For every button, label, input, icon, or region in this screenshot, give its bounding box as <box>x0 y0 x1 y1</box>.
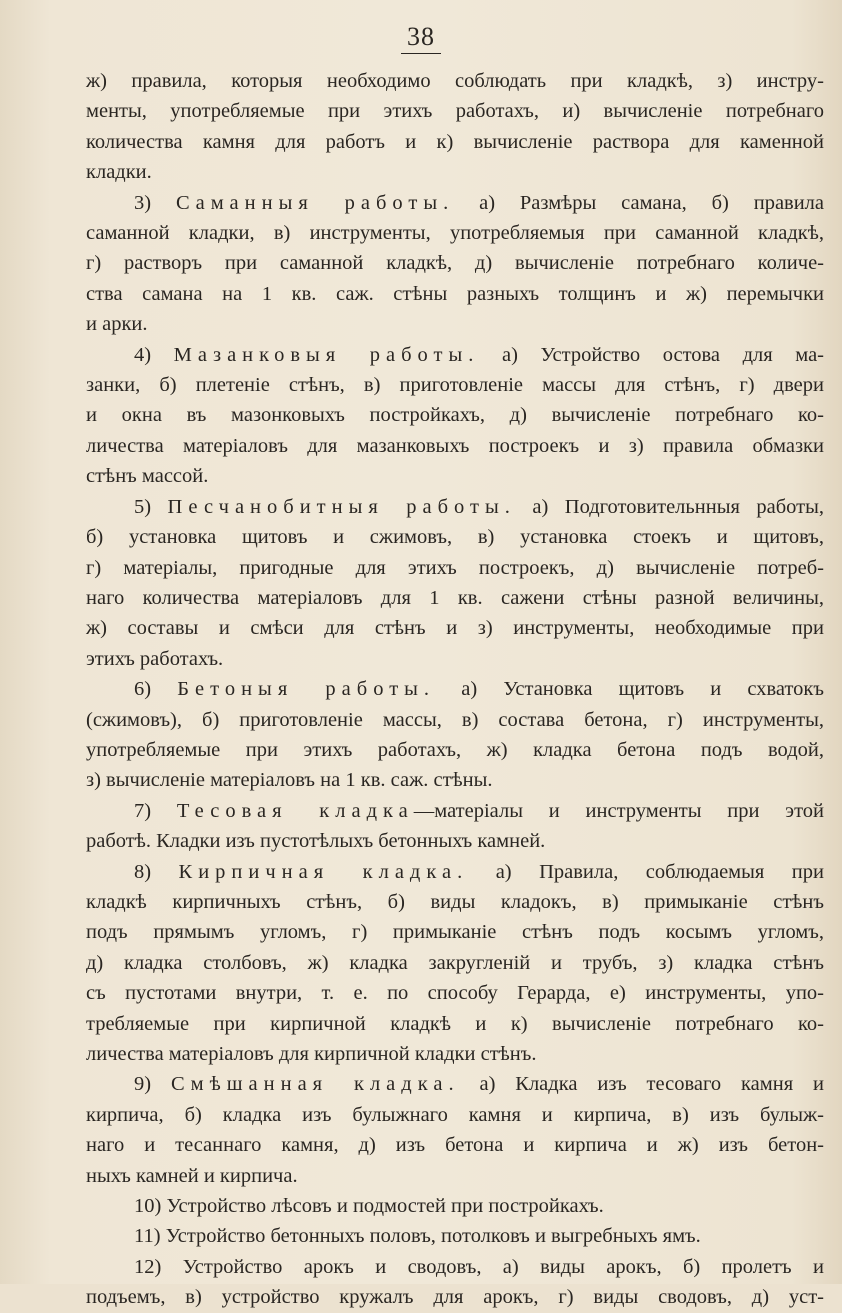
text-line: кирпича, б) кладка изъ булыжнаго камня и кирпича, в) изъ булыж- <box>86 1103 824 1126</box>
text-line: ж) составы и смѣси для стѣнъ и з) инструменты, необходимые при <box>86 617 824 640</box>
text-line: съ пустотами внутри, т. е. по способу Герарда, е) инструменты, упо- <box>86 982 824 1005</box>
text-line: г) растворъ при саманной кладкѣ, д) вычисленіе потребнаго количе- <box>86 252 824 275</box>
text-line: ства самана на 1 кв. саж. стѣны разныхъ толщинъ и ж) перемычки <box>86 282 824 305</box>
section-title: Смѣшанная кладка. <box>170 1073 460 1096</box>
text-line: занки, б) плетеніе стѣнъ, в) приготовленіе массы для стѣнъ, г) двери <box>86 374 824 397</box>
section-number: 9) <box>134 1073 152 1096</box>
text-line: кладкѣ кирпичныхъ стѣнъ, б) виды кладокъ, в) примыканіе стѣнъ <box>86 890 824 913</box>
section-heading-line <box>86 340 824 370</box>
section-heading-line <box>86 188 824 218</box>
text-line: д) кладка столбовъ, ж) кладка закругленій и трубъ, з) кладка стѣнъ <box>86 951 824 974</box>
section-heading-line <box>86 674 824 704</box>
text-line: личества матеріаловъ для кирпичной кладки стѣнъ. <box>86 1043 537 1065</box>
section-text: а) Подготовительнныя работы, <box>532 495 824 518</box>
page-number <box>0 22 842 54</box>
section-title: Песчанобитныя работы. <box>167 495 516 518</box>
text-line: ж) правила, которыя необходимо соблюдать при кладкѣ, з) инстру- <box>86 70 824 92</box>
text-line: стѣнъ массой. <box>86 465 209 488</box>
text-line: наго количества матеріаловъ для 1 кв. сажени стѣны разной величины, <box>86 586 824 609</box>
text-line: г) матеріалы, пригодные для этихъ построекъ, д) вычисленіе потреб- <box>86 556 824 579</box>
text-line: и арки. <box>86 313 148 336</box>
section-text: а) Правила, соблюдаемыя при <box>495 860 824 883</box>
section-title: Кирпичная кладка. <box>178 860 469 883</box>
text-line: подъемъ, в) устройство кружалъ для арокъ, г) виды сводовъ, д) уст- <box>86 1286 824 1309</box>
section-text: а) Устройство остова для ма- <box>501 343 825 366</box>
text-line: менты, употребляемые при этихъ работахъ, и) вычисленіе потребнаго <box>86 100 824 123</box>
text-line: требляемые при кирпичной кладкѣ и к) вычисленіе потребнаго ко- <box>86 1012 824 1035</box>
list-item: 11) Устройство бетонныхъ половъ, потолковъ и выгребныхъ ямъ. <box>134 1225 701 1248</box>
text-line: б) установка щитовъ и сжимовъ, в) установка стоекъ и щитовъ, <box>86 526 824 549</box>
text-line: з) вычисленіе матеріаловъ на 1 кв. саж. стѣны. <box>86 769 493 792</box>
section-number: 6) <box>134 678 152 701</box>
section-title: Мазанковыя работы. <box>173 343 480 366</box>
text-line: личества матеріаловъ для мазанковыхъ построекъ и з) правила обмазки <box>86 434 824 457</box>
section-text: а) Размѣры самана, б) правила <box>479 191 825 214</box>
section-heading-line <box>86 857 824 887</box>
section-number: 4) <box>134 343 152 366</box>
list-item: 12) Устройство арокъ и сводовъ, а) виды арокъ, б) пролетъ и <box>134 1255 824 1278</box>
text-line: саманной кладки, в) инструменты, употребляемыя при саманной кладкѣ, <box>86 222 824 245</box>
section-heading-line <box>86 1069 824 1099</box>
section-title: Тесовая кладка <box>176 799 414 822</box>
section-text: а) Установка щитовъ и схватокъ <box>461 678 824 701</box>
text-line: ныхъ камней и кирпича. <box>86 1164 298 1187</box>
text-line: работѣ. Кладки изъ пустотѣлыхъ бетонныхъ камней. <box>86 830 546 853</box>
section-heading-line <box>86 796 824 826</box>
page-body <box>86 66 824 1313</box>
section-text: а) Кладка изъ тесоваго камня и <box>479 1073 824 1096</box>
text-line: количества камня для работъ и к) вычисленіе раствора для каменной <box>86 130 824 153</box>
section-title: Бетоныя работы. <box>177 678 436 701</box>
text-line: кладки. <box>86 161 152 184</box>
text-line: этихъ работахъ. <box>86 647 224 670</box>
text-line: и окна въ мазонковыхъ постройкахъ, д) вычисленіе потребнаго ко- <box>86 404 824 427</box>
section-text: —матеріалы и инструменты при этой <box>413 799 824 822</box>
section-heading-line <box>86 492 824 522</box>
text-line: подъ прямымъ угломъ, г) примыканіе стѣнъ подъ косымъ угломъ, <box>86 921 824 944</box>
section-number: 3) <box>134 191 152 214</box>
section-title: Саманныя работы. <box>175 191 455 214</box>
section-number: 8) <box>134 860 152 883</box>
section-number: 7) <box>134 799 152 822</box>
section-number: 5) <box>134 495 152 518</box>
text-line: наго и тесаннаго камня, д) изъ бетона и кирпича и ж) изъ бетон- <box>86 1134 824 1157</box>
list-item: 10) Устройство лѣсовъ и подмостей при постройкахъ. <box>134 1195 604 1218</box>
page-number-text: 38 <box>401 22 441 54</box>
text-line: (сжимовъ), б) приготовленіе массы, в) состава бетона, г) инструменты, <box>86 708 824 731</box>
text-line: употребляемые при этихъ работахъ, ж) кладка бетона подъ водой, <box>86 738 824 761</box>
